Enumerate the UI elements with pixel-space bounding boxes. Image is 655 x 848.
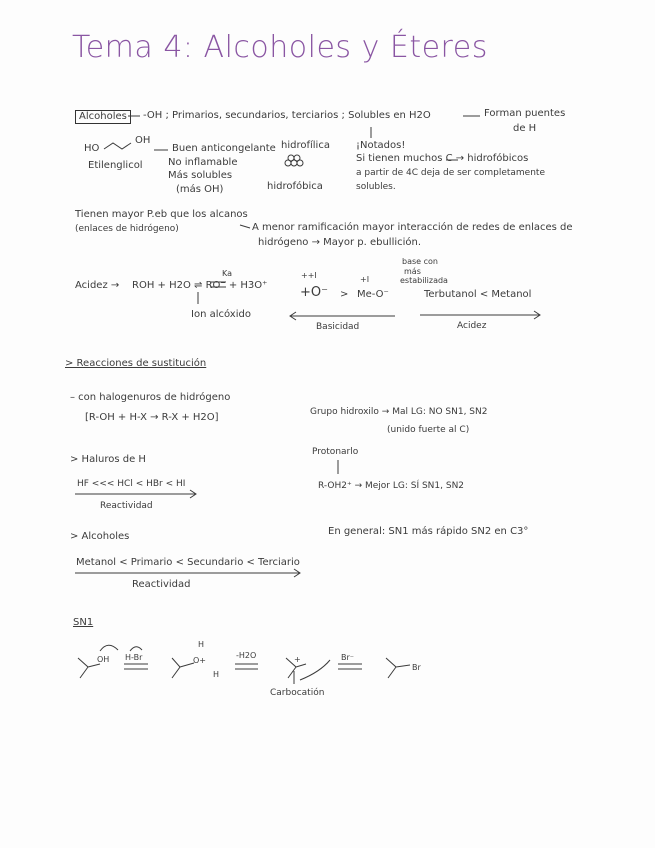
base-label-2: más [404, 267, 421, 276]
acidez-equation: ROH + H2O ⇌ RO⁻ + H3O⁺ [132, 280, 268, 291]
ramif-line-1: A menor ramificación mayor interacción de redes de enlaces de [252, 222, 573, 233]
meo-label: Me-O⁻ [357, 289, 389, 300]
muchos-c-label: Si tienen muchos C → hidrofóbicos [356, 153, 529, 164]
solubles-label: solubles. [356, 182, 396, 192]
grupo-hidroxilo-label: Grupo hidroxilo → Mal LG: NO SN1, SN2 [310, 407, 488, 417]
protonarlo-label: Protonarlo [312, 447, 359, 457]
terbutanol-metanol: Terbutanol < Metanol [424, 289, 532, 300]
reactividad-2: Reactividad [132, 579, 191, 590]
hidrofilica-label: hidrofílica [281, 140, 330, 151]
plus-i-2: +I [360, 275, 370, 284]
hf-order: HF <<< HCl < HBr < HI [77, 479, 186, 489]
etilenglicol-label: Etilenglicol [88, 160, 143, 171]
haluros-label: > Haluros de H [70, 454, 146, 465]
halogenuros-label: – con halogenuros de hidrógeno [70, 392, 231, 403]
prop-4: (más OH) [176, 184, 224, 195]
peb-line-2: (enlaces de hidrógeno) [75, 224, 179, 234]
sn1-h-side: H [213, 670, 220, 679]
peb-line-1: Tienen mayor P.eb que los alcanos [75, 209, 248, 220]
halogenuro-reaction: [R-OH + H-X → R-X + H2O] [85, 412, 219, 423]
bridges-label: Forman puentes [484, 108, 566, 119]
plus-i-1: ++I [301, 271, 317, 280]
r-oh2-label: R-OH2⁺ → Mejor LG: SÍ SN1, SN2 [318, 481, 465, 491]
sn1-h-top: H [198, 640, 205, 649]
basicidad-label: Basicidad [316, 322, 360, 332]
ho-label: HO [84, 143, 100, 154]
page-title: Tema 4: Alcoholes y Éteres [72, 30, 488, 65]
carbocation-label: Carbocatión [270, 688, 325, 698]
sn1-hbr: H-Br [125, 653, 143, 662]
sn1-br-minus: Br⁻ [341, 653, 354, 662]
gt-sign: > [340, 289, 349, 300]
alcoholes-order: Metanol < Primario < Secundario < Terciario [76, 557, 300, 568]
partir-label: a partir de 4C deja de ser completamente [356, 168, 545, 178]
hidrofobica-label: hidrofóbica [267, 181, 323, 192]
base-label-1: base con [402, 257, 438, 266]
prop-1: Buen anticongelante [172, 143, 276, 154]
tbu-oxide: +O⁻ [300, 285, 328, 300]
base-label-3: estabilizada [400, 276, 448, 285]
sn1-br-final: Br [412, 663, 421, 672]
acidez-label-2: Acidez [457, 321, 487, 331]
ramif-line-2: hidrógeno → Mayor p. ebullición. [258, 237, 422, 248]
alcoholes-heading: Alcoholes [75, 110, 131, 124]
prop-2: No inflamable [168, 157, 238, 168]
unido-label: (unido fuerte al C) [387, 425, 470, 435]
bridges-label-2: de H [513, 123, 537, 134]
sustitucion-heading: > Reacciones de sustitución [65, 358, 207, 369]
ion-alcoxido-label: Ion alcóxido [191, 309, 251, 320]
sn1-oh: OH [97, 655, 110, 664]
oh-label: OH [135, 135, 151, 146]
notados-label: ¡Notados! [356, 140, 406, 151]
en-general-label: En general: SN1 más rápido SN2 en C3° [328, 526, 529, 537]
ka-label: Ka [222, 269, 233, 278]
prop-3: Más solubles [168, 170, 233, 181]
sn1-o-plus: O+ [193, 656, 206, 665]
alcoholes-sub-label: > Alcoholes [70, 531, 130, 542]
sn1-minus-h2o: -H2O [236, 651, 257, 660]
sn1-plus: + [294, 655, 301, 664]
sn1-heading: SN1 [73, 617, 94, 628]
reactividad-1: Reactividad [100, 501, 153, 511]
alcoholes-types: -OH ; Primarios, secundarios, terciarios ; Solubles en H2O [143, 110, 431, 121]
acidez-label: Acidez → [75, 280, 120, 291]
